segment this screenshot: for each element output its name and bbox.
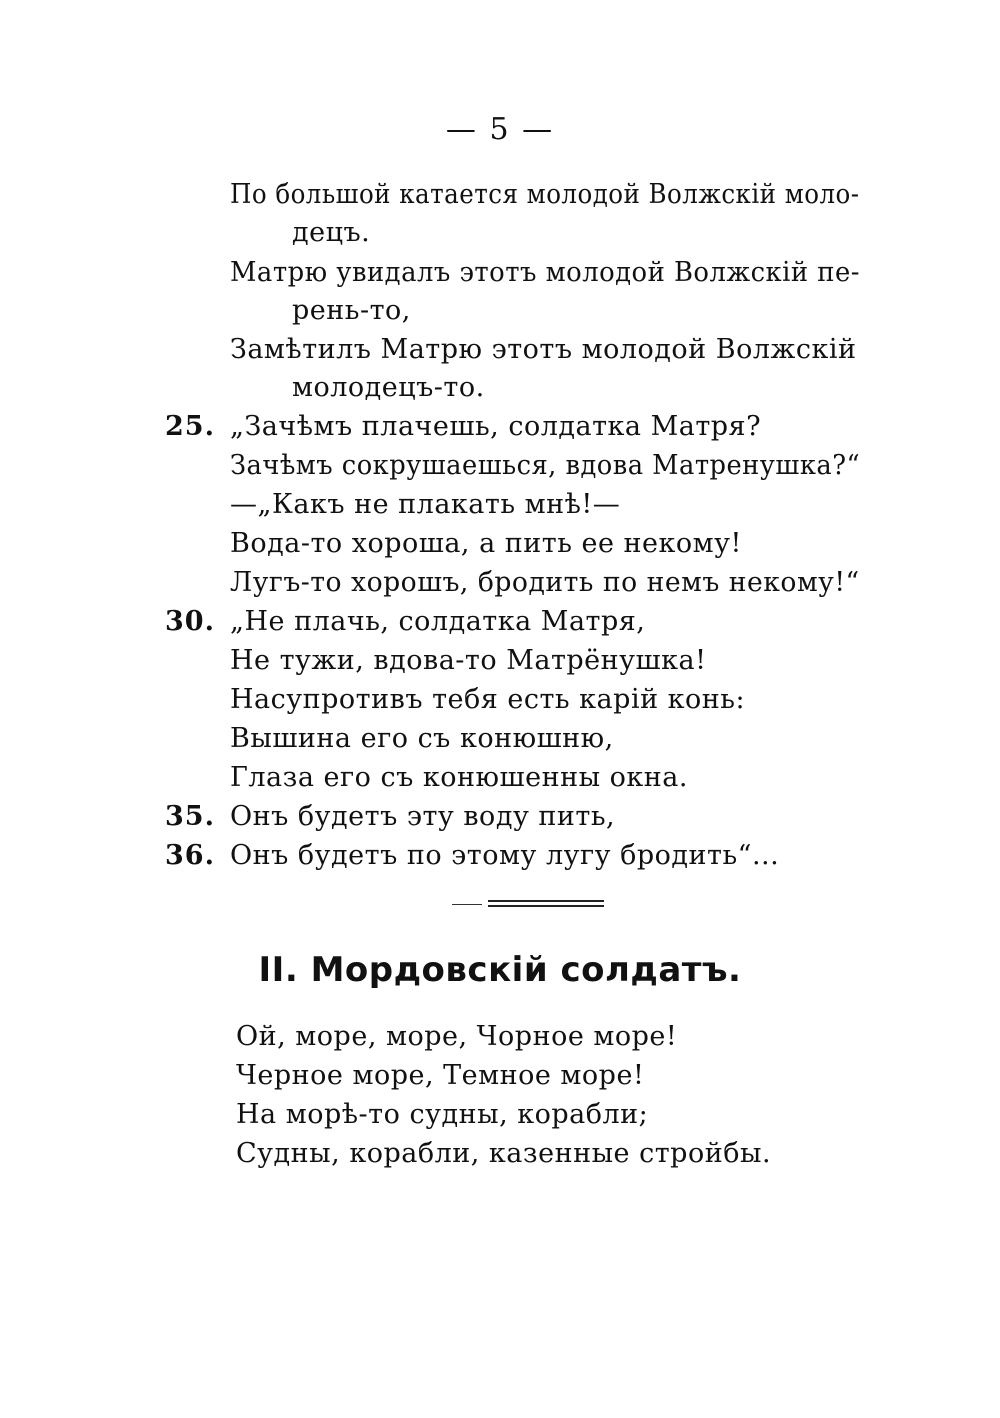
verse-line: Зачѣмъ сокрушаешься, вдова Матренушка?“: [230, 450, 861, 481]
verse-line: Замѣтилъ Матрю этотъ молодой Волжскій: [230, 334, 857, 365]
verse-line-wrap: децъ.: [292, 217, 371, 248]
verse-line: Насупротивъ тебя есть карій конь:: [230, 684, 746, 715]
section-separator: [452, 900, 604, 908]
verse-line: На морѣ-то судны, корабли;: [236, 1099, 649, 1130]
verse-line: Онъ будетъ по этому лугу бродить“...: [230, 840, 780, 871]
verse-line: Онъ будетъ эту воду пить,: [230, 801, 616, 832]
line-number: 25.: [165, 411, 215, 442]
page-number: — 5 —: [445, 112, 555, 147]
verse-line: Матрю увидалъ этотъ молодой Волжскій пе-: [230, 257, 860, 288]
verse-line: Черное море, Темное море!: [236, 1060, 645, 1091]
verse-line: Ой, море, море, Чорное море!: [236, 1021, 678, 1052]
line-number: 30.: [165, 606, 215, 637]
verse-line: Глаза его съ конюшенны окна.: [230, 762, 688, 793]
verse-line: Лугъ-то хорошъ, бродить по немъ некому!“: [230, 567, 860, 598]
verse-line: „Зачѣмъ плачешь, солдатка Матря?: [230, 411, 762, 442]
line-number: 35.: [165, 801, 215, 832]
verse-line: По большой катается молодой Волжскій моло-: [230, 179, 860, 210]
line-number: 36.: [165, 840, 215, 871]
verse-line: Вышина его съ конюшню,: [230, 723, 614, 754]
verse-line-wrap: молодецъ-то.: [292, 372, 485, 403]
verse-line: Судны, корабли, казенные стройбы.: [236, 1138, 772, 1169]
verse-line: Вода-то хороша, а пить ее некому!: [230, 528, 742, 559]
verse-line: —„Какъ не плакать мнѣ!—: [230, 489, 621, 520]
section-title: II. Мордовскій солдатъ.: [258, 950, 742, 990]
verse-line: Не тужи, вдова-то Матрёнушка!: [230, 645, 707, 676]
verse-line: „Не плачь, солдатка Матря,: [230, 606, 646, 637]
verse-line-wrap: рень-то,: [292, 295, 411, 326]
